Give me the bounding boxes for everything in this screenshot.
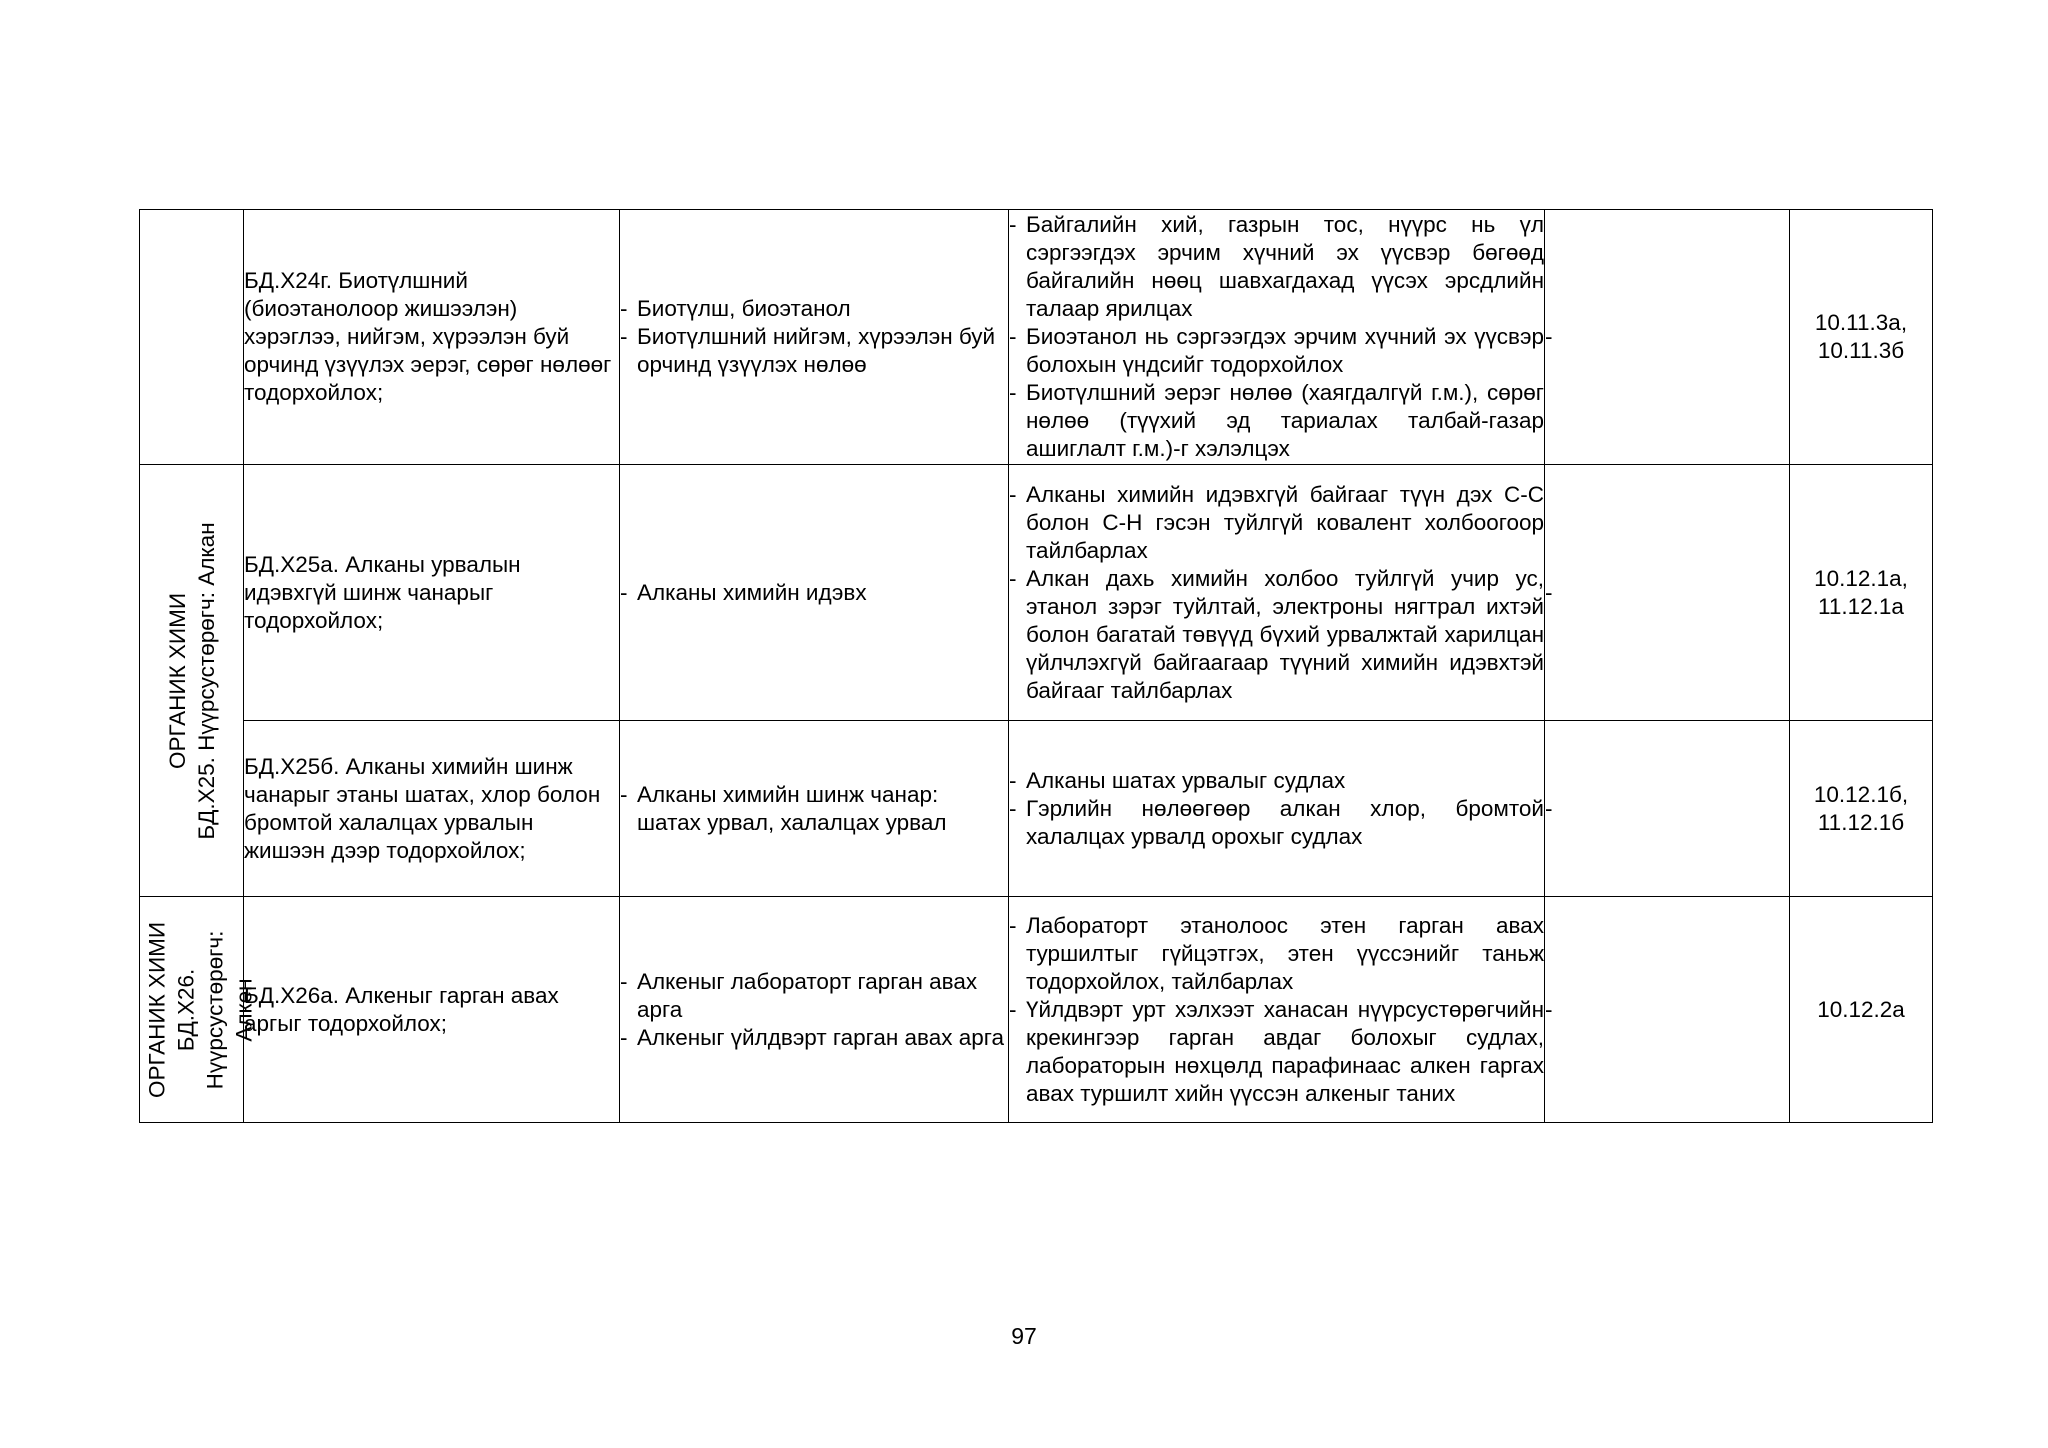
content-list <box>620 781 1008 837</box>
topic-subject: ОРГАНИК ХИМИ <box>164 592 190 769</box>
objective-text: БД.Х24г. Биотүлшний (биоэтанолоор жишээлэн) хэрэглээ, нийгэм, хүрээлэн буй орчинд үзүүлэх эерэг, сөрөг нөлөөг тодорхойлох; <box>244 268 612 405</box>
topic-label-alkene <box>142 921 256 1098</box>
list-item: - Лабораторт этанолоос этен гарган авах туршилтыг гүйцэтгэх, этен үүссэнийг таньж тодорхойлох, тайлбарлах <box>1009 912 1544 996</box>
topic-title: БД.Х25. Нүүрсустөрөгч: Алкан <box>193 521 219 840</box>
reference-cell <box>1790 465 1933 721</box>
objective-text: БД.Х25а. Алканы урвалын идэвхгүй шинж чанарыг тодорхойлох; <box>244 551 521 633</box>
topic-subject: ОРГАНИК ХИМИ <box>144 921 169 1098</box>
activities-cell <box>1009 210 1545 465</box>
objective-cell <box>244 721 620 897</box>
content-cell <box>620 721 1009 897</box>
content-cell <box>620 210 1009 465</box>
list-item: - Гэрлийн нөлөөгөөр алкан хлор, бромтой халалцах урвалд орохыг судлах <box>1009 795 1544 851</box>
objective-text: БД.Х26а. Алкеныг гарган авах аргыг тодорхойлох; <box>244 982 559 1036</box>
content-list <box>620 579 1008 607</box>
reference-code: 10.12.1а, <box>1814 565 1908 591</box>
objective-cell <box>244 897 620 1123</box>
other-cell: - <box>1545 721 1790 897</box>
topic-subtitle: Алкен <box>231 977 256 1042</box>
list-item: - Алкеныг лабораторт гарган авах арга <box>620 968 1008 1024</box>
reference-code: 10.12.2а <box>1817 996 1905 1022</box>
list-item: - Байгалийн хий, газрын тос, нүүрс нь үл сэргээгдэх эрчим хүчний эх үүсвэр бөгөөд байгалийн нөөц шавхагдахад үүсэх эрсдлийн талаар ярилцах <box>1009 211 1544 323</box>
reference-code: 10.11.3б <box>1817 338 1905 363</box>
topic-cell-alkane <box>140 465 244 897</box>
content-cell <box>620 897 1009 1123</box>
list-item: - Алканы химийн идэвх <box>620 579 1008 607</box>
reference-cell <box>1790 210 1933 465</box>
list-item: - Алканы химийн идэвхгүй байгааг түүн дэх С-С болон С-Н гэсэн туйлгүй ковалент холбоогоор тайлбарлах <box>1009 481 1544 565</box>
table-row <box>140 897 1933 1123</box>
other-cell: - <box>1545 897 1790 1123</box>
list-item: - Алканы шатах урвалыг судлах <box>1009 767 1544 795</box>
topic-cell-empty <box>140 210 244 465</box>
reference-cell <box>1790 721 1933 897</box>
objective-text: БД.Х25б. Алканы химийн шинж чанарыг этаны шатах, хлор болон бромтой халалцах урвалын жишээн дээр тодорхойлох; <box>244 753 601 863</box>
table-row <box>140 465 1933 721</box>
topic-cell-alkene <box>140 897 256 1123</box>
topic-code: БД.Х26. <box>173 968 198 1051</box>
other-cell: - <box>1545 210 1790 465</box>
list-item: - Алкеныг үйлдвэрт гарган авах арга <box>620 1024 1008 1052</box>
activities-cell <box>1009 897 1545 1123</box>
reference-code: 10.11.3а, <box>1814 310 1908 335</box>
reference-cell <box>1790 897 1933 1123</box>
activities-list <box>1009 767 1544 851</box>
activities-list <box>1009 912 1544 1108</box>
content-cell <box>620 465 1009 721</box>
content-list <box>620 968 1008 1052</box>
reference-code: 11.12.1а <box>1818 593 1904 619</box>
page-number: 97 <box>1011 1323 1037 1349</box>
topic-title: Нүүрсустөрөгч: <box>202 930 227 1089</box>
activities-list <box>1009 481 1544 705</box>
reference-code: 10.12.1б, <box>1813 781 1909 807</box>
curriculum-table <box>139 209 1933 1123</box>
list-item: - Алкан дахь химийн холбоо туйлгүй учир ус, этанол зэрэг туйлтай, электроны нягтрал ихтэй болон багатай төвүүд бүхий урвалжтай харилцан үйлчлэхгүй байгаагаар түүний химийн идэвхтэй байгааг тайлбарлах <box>1009 565 1544 705</box>
list-item: - Биотүлш, биоэтанол <box>620 295 1008 323</box>
list-item: - Биоэтанол нь сэргээгдэх эрчим хүчний эх үүсвэр болохын үндсийг тодорхойлох <box>1009 323 1544 379</box>
list-item: - Биотүлшний нийгэм, хүрээлэн буй орчинд үзүүлэх нөлөө <box>620 323 1008 379</box>
list-item: - Үйлдвэрт урт хэлхээт ханасан нүүрсустөрөгчийн крекингээр гарган авдаг болохыг судлах, лабораторын нөхцөлд парафинаас алкен гаргах авах туршилт хийн үүссэн алкеныг таних <box>1009 996 1544 1108</box>
reference-code: 11.12.1б <box>1817 809 1905 835</box>
objective-cell <box>244 210 620 465</box>
table-row <box>140 721 1933 897</box>
other-cell: - <box>1545 465 1790 721</box>
list-item: - Биотүлшний эерэг нөлөө (хаягдалгүй г.м.), сөрөг нөлөө (түүхий эд тариалах талбай-газар ашиглалт г.м.)-г хэлэлцэх <box>1009 379 1544 463</box>
activities-list <box>1009 211 1544 463</box>
list-item: - Алканы химийн шинж чанар: шатах урвал, халалцах урвал <box>620 781 1008 837</box>
objective-cell <box>244 465 620 721</box>
activities-cell <box>1009 721 1545 897</box>
table-row <box>140 210 1933 465</box>
topic-label-alkane <box>163 522 221 839</box>
content-list <box>620 295 1008 379</box>
activities-cell <box>1009 465 1545 721</box>
